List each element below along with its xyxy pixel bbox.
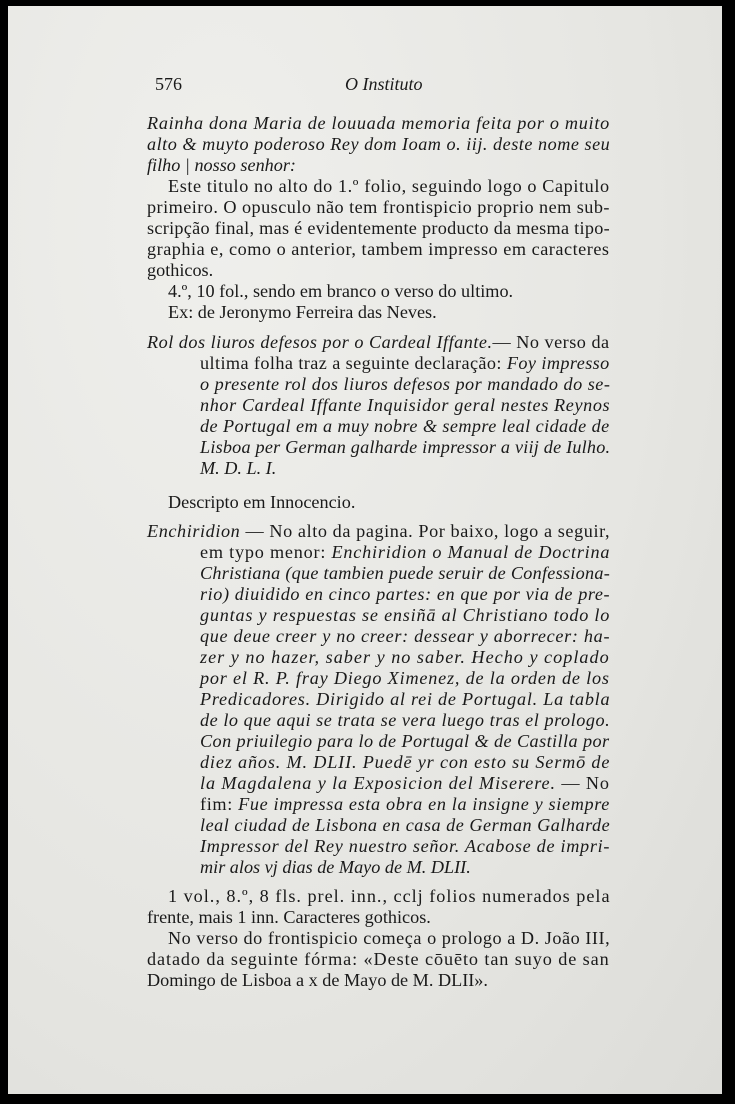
text-line: que deue creer y no creer: dessear y aborrecer: ha- [200, 626, 611, 646]
text-line: rio) diuidido en cinco partes: en que por via de pre- [200, 584, 611, 604]
text-line: zer y no hazer, saber y no saber. Hecho y coplado [200, 647, 610, 667]
text-line: graphia e, como o anterior, tambem impresso em caracteres [147, 239, 610, 259]
text-line: Lisboa per German galharde impressor a viij de Iulho. [200, 437, 611, 457]
text-line: primeiro. O opusculo não tem frontispicio proprio nem sub- [147, 197, 610, 217]
text-line: No verso do frontispicio começa o prologo a D. João III, [168, 928, 611, 948]
text-line: gothicos. [147, 260, 214, 280]
text-line: ultima folha traz a seguinte declaração: Foy impresso [200, 353, 610, 373]
text-line: Con priuilegio para lo de Portugal & de Castilla por [200, 731, 610, 751]
text-line: Descripto em Innocencio. [168, 492, 356, 512]
text-line: mir alos vj dias de Mayo de M. DLII. [200, 857, 471, 877]
text-line: 1 vol., 8.º, 8 fls. prel. inn., cclj folios numerados pela [168, 886, 611, 906]
text-line: fim: Fue impressa esta obra en la insigne y siempre [200, 794, 610, 814]
text-line: Ex: de Jeronymo Ferreira das Neves. [168, 302, 437, 322]
text-line: diez años. M. DLII. Puedē yr con esto su Sermō de [200, 752, 611, 772]
text-line: o presente rol dos liuros defesos por mandado do se- [200, 374, 611, 394]
text-line: guntas y respuestas se ensiñā al Christiano todo lo [200, 605, 611, 625]
text-line: Impressor del Rey nuestro señor. Acabose de impri- [200, 836, 611, 856]
text-line: em typo menor: Enchiridion o Manual de Doctrina [200, 542, 611, 562]
book-page [8, 6, 722, 1094]
text-line: Este titulo no alto do 1.º folio, seguindo logo o Capitulo [168, 176, 610, 196]
text-line: Christiana (que tambien puede seruir de Confessiona- [200, 563, 611, 583]
text-line: filho | nosso senhor: [147, 155, 296, 175]
text-line: Enchiridion — No alto da pagina. Por baixo, logo a seguir, [147, 521, 611, 541]
text-line: nhor Cardeal Iffante Inquisidor geral nestes Reynos [200, 395, 611, 415]
text-line: de Portugal em a muy nobre & sempre leal cidade de [200, 416, 610, 436]
text-line: alto & muyto poderoso Rey dom Ioam o. iij. deste nome seu [147, 134, 611, 154]
text-line: 4.º, 10 fol., sendo em branco o verso do ultimo. [168, 281, 514, 301]
text-line: M. D. L. I. [200, 458, 277, 478]
text-line: frente, mais 1 inn. Caracteres gothicos. [147, 907, 431, 927]
text-line: datado da seguinte fórma: «Deste cōuēto tan suyo de san [147, 949, 610, 969]
text-line: Domingo de Lisboa a x de Mayo de M. DLII». [147, 970, 488, 990]
text-line: de lo que aqui se trata se vera luego tras el prologo. [200, 710, 611, 730]
text-line: Predicadores. Dirigido al rei de Portugal. La tabla [200, 689, 611, 709]
text-line: scripção final, mas é evidentemente producto da mesma tipo- [147, 218, 610, 238]
text-line: Rainha dona Maria de louuada memoria feita por o muito [147, 113, 610, 133]
text-line: leal ciudad de Lisbona en casa de German Galharde [200, 815, 611, 835]
running-title: O Instituto [345, 74, 423, 94]
text-line: por el R. P. fray Diego Ximenez, de la orden de los [200, 668, 610, 688]
text-line: Rol dos liuros defesos por o Cardeal Iffante.— No verso da [147, 332, 610, 352]
page-header [155, 74, 630, 98]
text-line: la Magdalena y la Exposicion del Miserere. — No [200, 773, 610, 793]
page-number: 576 [155, 74, 182, 94]
